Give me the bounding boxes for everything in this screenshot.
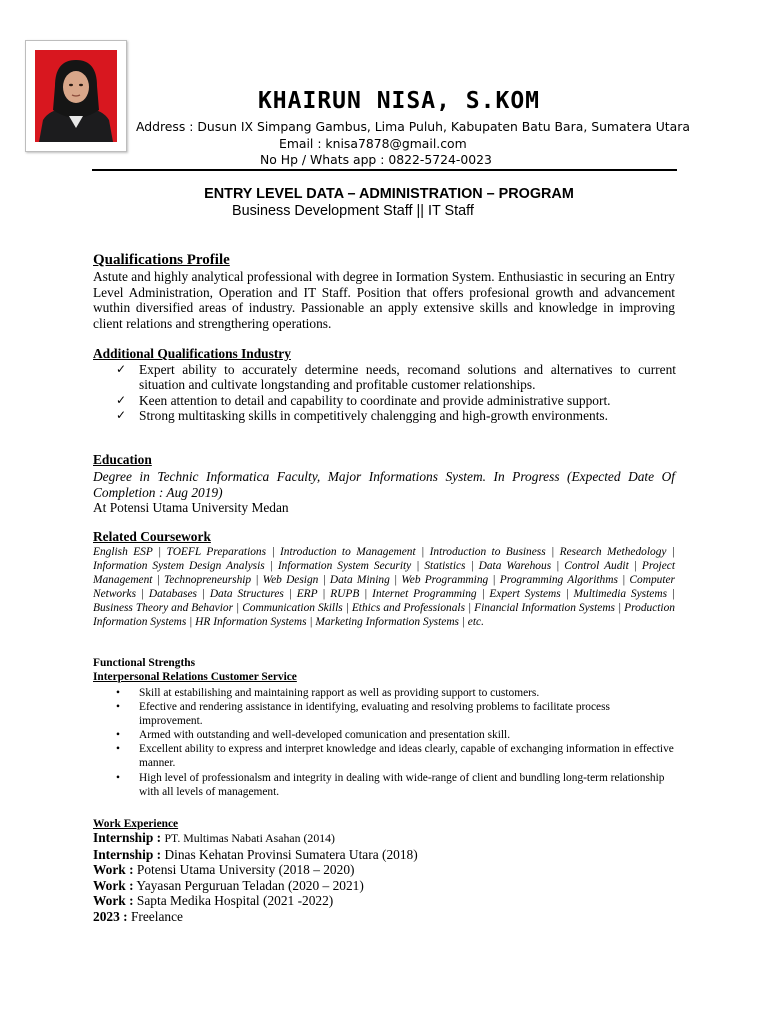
work-item: Work : Sapta Medika Hospital (2021 -2022) <box>93 893 334 909</box>
position-title: ENTRY LEVEL DATA – ADMINISTRATION – PROGRAM <box>204 186 574 202</box>
qualifications-text: Astute and highly analytical professional with degree in Iormation System. Enthusiastic in securing an Entry Level Administration, Operation and IT Staff. Position that offers profesional growth and advancement wuthin diversified areas of industry. Passionable an apply extensive skills and knowledge in improving client relations and strengthering operations. <box>93 269 675 331</box>
work-item: 2023 : Freelance <box>93 908 183 924</box>
list-item: ✓ Keen attention to detail and capability to coordinate and provide administrative support. <box>116 392 611 408</box>
work-item: Work : Potensi Utama University (2018 – 2020) <box>93 862 355 878</box>
checkmark-icon: ✓ <box>116 362 127 376</box>
list-item: • Skill at estabilishing and maintaining rapport as well as providing support to customers. <box>116 687 540 699</box>
position-subtitle: Business Development Staff || IT Staff <box>232 203 474 219</box>
list-item: • High level of professionalsm and integrity in dealing with wide-range of client and bundling long-term relationship with all levels of management. <box>116 771 665 798</box>
bullet-icon: • <box>116 701 120 714</box>
education-heading: Education <box>93 452 152 467</box>
additional-qualifications-heading: Additional Qualifications Industry <box>93 346 291 361</box>
strengths-heading: Functional Strengths <box>93 657 196 669</box>
work-item: Internship : Dinas Kehatan Provinsi Sumatera Utara (2018) <box>93 846 418 862</box>
checkmark-icon: ✓ <box>116 392 127 407</box>
additional-qualifications-list <box>116 362 676 424</box>
email-line: Email : knisa7878@gmail.com <box>279 136 467 151</box>
bullet-icon: • <box>116 729 120 742</box>
qualifications-heading: Qualifications Profile <box>93 252 230 268</box>
phone-line: No Hp / Whats app : 0822-5724-0023 <box>260 152 492 167</box>
strengths-subheading: Interpersonal Relations Customer Service <box>93 671 297 683</box>
education-institution: At Potensi Utama University Medan <box>93 500 289 515</box>
checkmark-icon: ✓ <box>116 408 127 423</box>
list-item: ✓ Expert ability to accurately determine needs, recomand solutions and alternatives to current situation and cultivate longstanding and profitable customer relationships. <box>116 362 676 393</box>
list-item: • Armed with outstanding and well-developed comunication and presentation skill. <box>116 729 511 742</box>
work-experience-heading: Work Experience <box>93 818 179 830</box>
work-item: Work : Yayasan Perguruan Teladan (2020 – 2021) <box>93 877 364 893</box>
coursework-heading: Related Coursework <box>93 529 211 544</box>
coursework-text: English ESP | TOEFL Preparations | Introduction to Management | Introduction to Business | Research Methedology | Information System Design Analysis | Information System Security | Statistics | Data Warehous | Control Audit | Project Management | Technopreneurship | Web Design | Data Mining | Web Programming | Programming Algorithms | Computer Networks | Databases | Data Structures | ERP | RUPB | Internet Programming | Expert Systems | Multimedia Systems | Business Theory and Behavior | Communication Skills | Ethics and Professionals | Financial Information Systems | Production Information Systems | HR Information Systems | Marketing Information Systems | etc. <box>93 546 675 629</box>
list-item: ✓ Strong multitasking skills in competitively chalengging and high-growth environments. <box>116 408 608 424</box>
bullet-icon: • <box>116 743 120 756</box>
education-degree: Degree in Technic Informatica Faculty, Major Informations System. In Progress (Expected Date Of Completion : Aug 2019) <box>93 469 675 500</box>
address-line: Address : Dusun IX Simpang Gambus, Lima Puluh, Kabupaten Batu Bara, Sumatera Utara <box>136 119 690 134</box>
list-item: • Efective and rendering assistance in identifying, evaluating and resolving problems to facilitate process improvement. <box>116 701 610 728</box>
header-divider <box>92 169 677 171</box>
strengths-list <box>116 686 676 799</box>
work-experience-list <box>93 830 418 925</box>
bullet-icon: • <box>116 771 120 784</box>
bullet-icon: • <box>116 687 120 699</box>
candidate-name: KHAIRUN NISA, S.KOM <box>257 88 541 114</box>
list-item: • Excellent ability to express and interpret knowledge and ideas clearly, capable of exchanging information in effective manner. <box>116 743 674 770</box>
work-item: Internship : PT. Multimas Nabati Asahan (2014) <box>93 830 335 845</box>
